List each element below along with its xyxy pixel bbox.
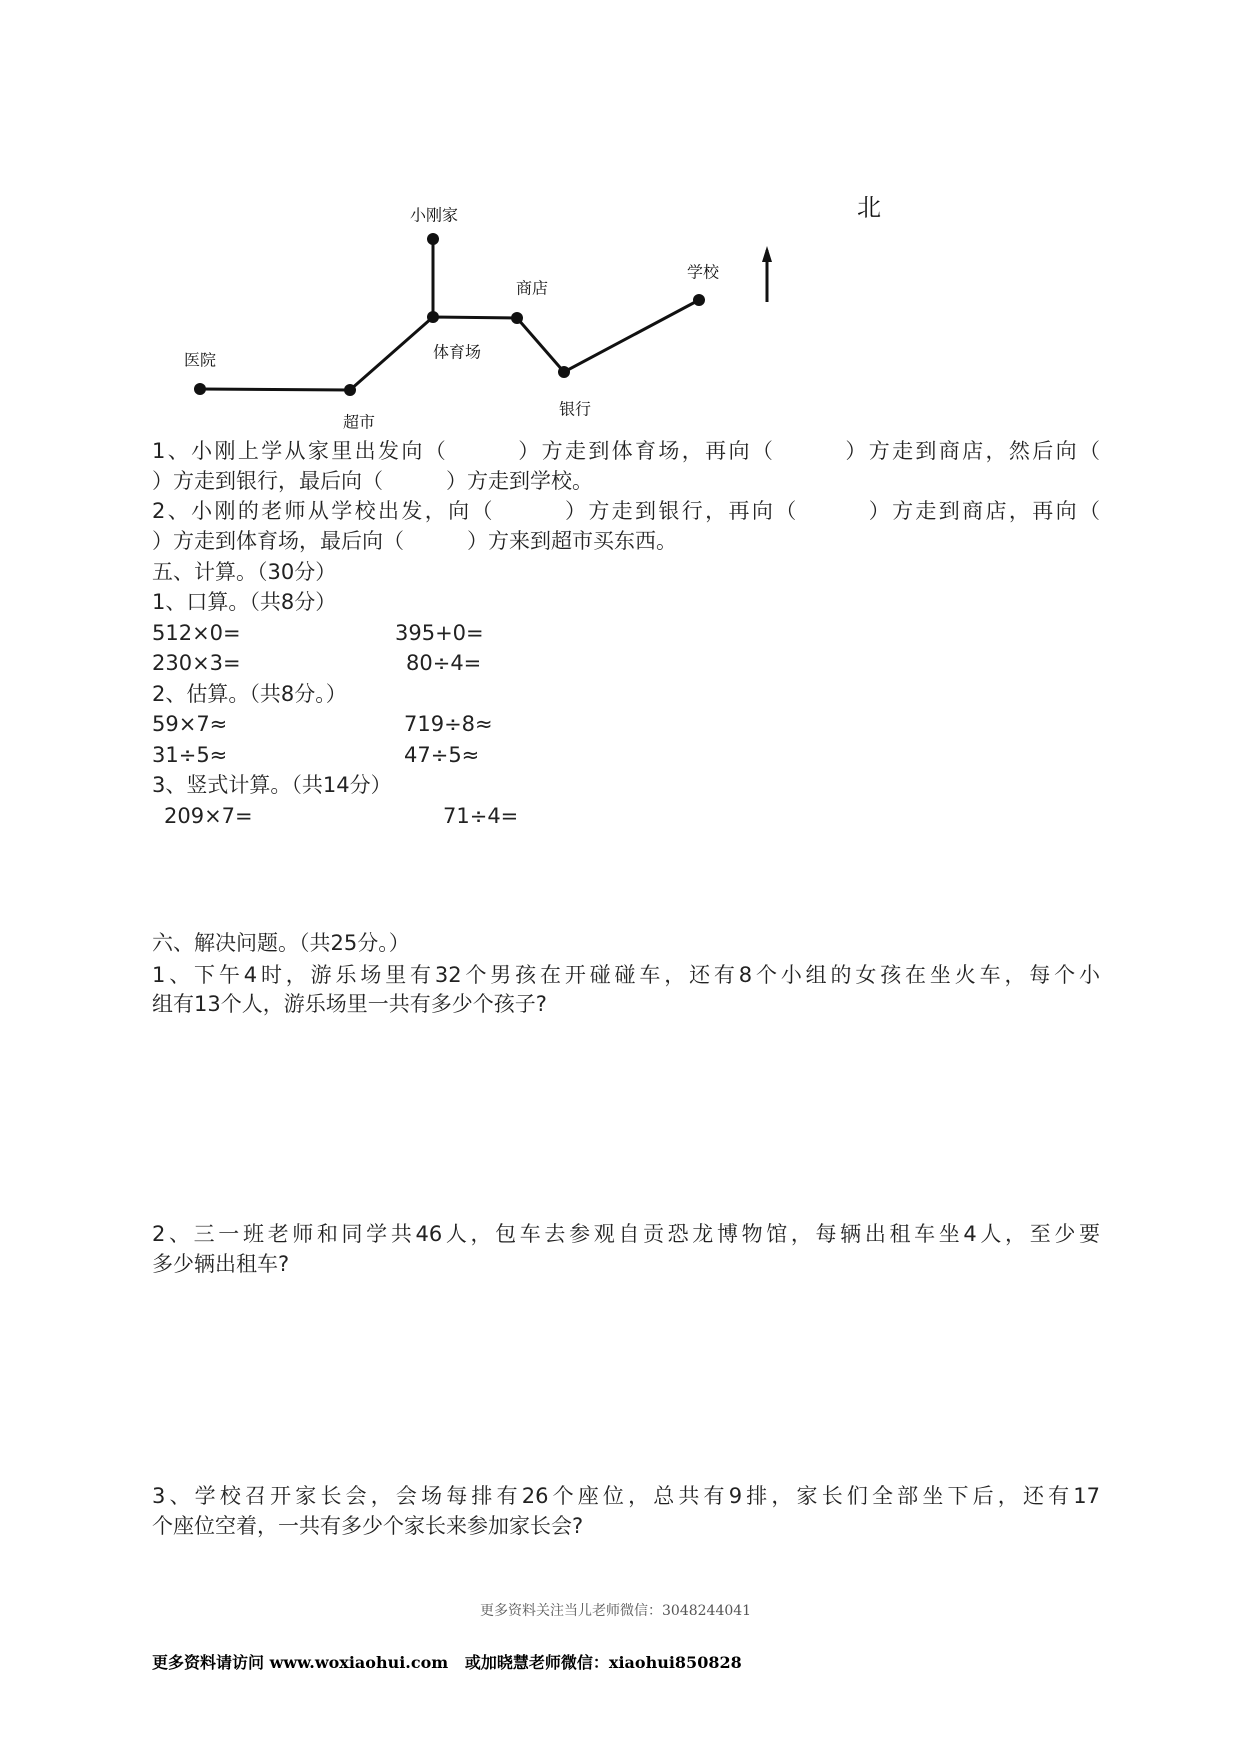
calc-item: 47÷5≈: [404, 743, 480, 767]
p2-title: 2、估算。（共8分。）: [152, 682, 347, 706]
dot-hospital: [194, 383, 206, 395]
calc-item: 209×7=: [164, 804, 253, 828]
problem-line: 组有13个人，游乐场里一共有多少个孩子?: [152, 992, 547, 1016]
label-shop: 商店: [515, 278, 549, 298]
calc-item: 395+0=: [395, 621, 484, 645]
calc-item: 719÷8≈: [404, 712, 493, 736]
label-north: 北: [857, 193, 881, 222]
arrow-head: [762, 246, 772, 262]
label-home: 小刚家: [409, 205, 459, 225]
q4-line: ）方走到银行，最后向（ ）方走到学校。: [152, 469, 593, 493]
label-market: 超市: [342, 412, 376, 432]
label-bank: 银行: [558, 399, 592, 419]
p1-title: 1、口算。（共8分）: [152, 590, 337, 614]
q4-line: 1、小刚上学从家里出发向（ ）方走到体育场，再向（ ）方走到商店，然后向（: [152, 439, 1100, 463]
route-map: [0, 0, 1241, 450]
q4-line: ）方走到体育场，最后向（ ）方来到超市买东西。: [152, 529, 677, 553]
problem-line: 2、三一班老师和同学共46人，包车去参观自贡恐龙博物馆，每辆出租车坐4人，至少要: [152, 1222, 1100, 1246]
section6-title: 六、解决问题。（共25分。）: [152, 931, 410, 955]
q4-line: 2、小刚的老师从学校出发，向（ ）方走到银行，再向（ ）方走到商店，再向（: [152, 499, 1100, 523]
label-school: 学校: [686, 262, 720, 282]
calc-item: 59×7≈: [152, 712, 228, 736]
dot-home: [427, 233, 439, 245]
dot-bank: [558, 366, 570, 378]
dot-market: [344, 384, 356, 396]
label-hospital: 医院: [183, 350, 217, 370]
dot-school: [693, 294, 705, 306]
calc-item: 230×3=: [152, 651, 241, 675]
section5-title: 五、计算。（30分）: [152, 560, 337, 584]
footer-note: 更多资料请访问 www.woxiaohui.com 或加晓慧老师微信：xiaohui850828: [152, 1653, 742, 1672]
dot-gym: [427, 311, 439, 323]
faded-footer: 更多资料关注当儿老师微信：3048244041: [480, 1603, 752, 1619]
problem-line: 1、下午4时，游乐场里有32个男孩在开碰碰车，还有8个小组的女孩在坐火车，每个小: [152, 963, 1100, 987]
calc-item: 512×0=: [152, 621, 241, 645]
dot-shop: [511, 312, 523, 324]
p3-title: 3、竖式计算。（共14分）: [152, 773, 392, 797]
label-gym: 体育场: [432, 342, 482, 362]
calc-item: 31÷5≈: [152, 743, 228, 767]
problem-line: 3、学校召开家长会，会场每排有26个座位，总共有9排，家长们全部坐下后，还有17: [152, 1484, 1100, 1508]
calc-item: 80÷4=: [406, 651, 482, 675]
calc-item: 71÷4=: [443, 804, 519, 828]
problem-line: 个座位空着，一共有多少个家长来参加家长会?: [152, 1514, 584, 1538]
problem-line: 多少辆出租车?: [152, 1252, 290, 1276]
